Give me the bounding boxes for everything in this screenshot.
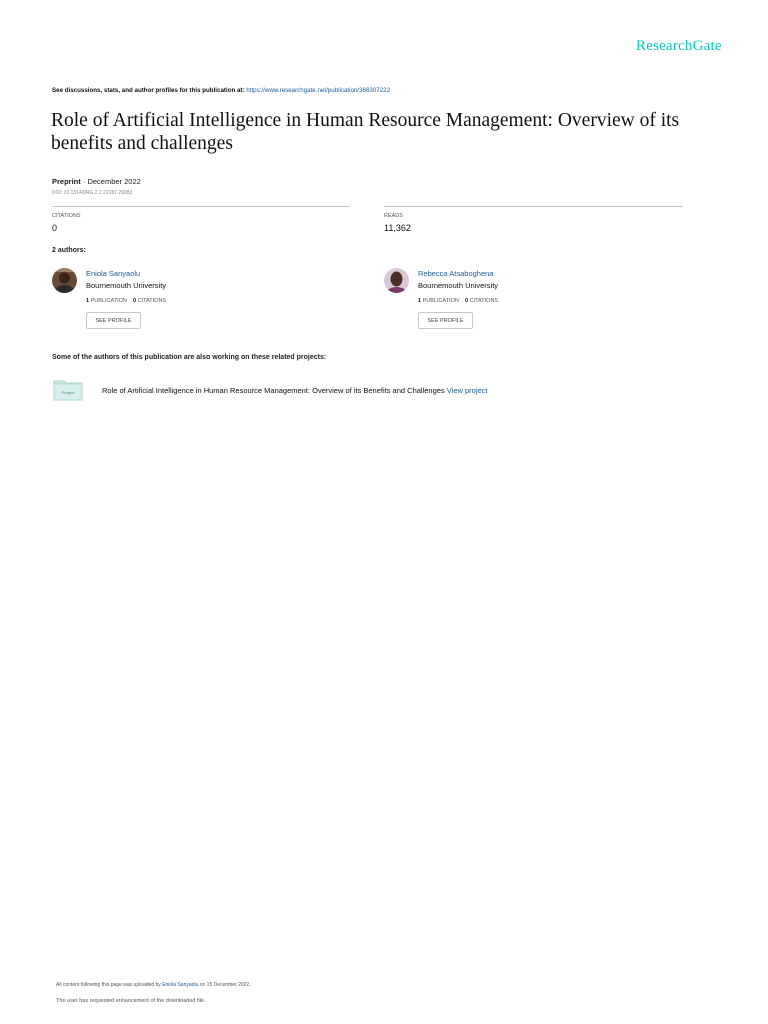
author-institution: Bournemouth University bbox=[86, 281, 167, 290]
citations-value: 0 bbox=[52, 223, 58, 233]
author-photo-icon bbox=[52, 268, 77, 293]
author-institution: Bournemouth University bbox=[418, 281, 499, 290]
researchgate-logo[interactable]: ResearchGate bbox=[636, 38, 722, 54]
discussion-notice bbox=[52, 87, 390, 94]
see-profile-button[interactable]: SEE PROFILE bbox=[418, 312, 473, 329]
enhancement-note: The user has requested enhancement of the downloaded file. bbox=[56, 998, 206, 1004]
author-photo-icon bbox=[384, 268, 409, 293]
related-project-item bbox=[102, 386, 488, 395]
author-citations-count: 0 bbox=[132, 298, 137, 304]
author-citations-label: CITATIONS bbox=[137, 298, 167, 304]
citations-label: CITATIONS bbox=[52, 213, 81, 219]
author-name-link[interactable]: Eniola Sanyaolu bbox=[86, 269, 141, 278]
publication-title: Role of Artificial Intelligence in Human Resource Management: Overview of its benefits and challenges bbox=[51, 110, 680, 154]
upload-notice bbox=[56, 982, 251, 988]
upload-notice-suffix: on 15 December 2022. bbox=[199, 982, 251, 988]
author-stats bbox=[86, 298, 166, 304]
author-citations-count: 0 bbox=[464, 298, 469, 304]
author-publications-label: PUBLICATION bbox=[422, 298, 459, 304]
author-publications-label: PUBLICATION bbox=[90, 298, 127, 304]
author-avatar[interactable] bbox=[384, 268, 409, 293]
publication-url-link[interactable]: https://www.researchgate.net/publication/366307222 bbox=[246, 87, 391, 94]
citations-divider bbox=[52, 206, 350, 207]
publication-type-label: Preprint bbox=[52, 177, 81, 186]
related-projects-label: Some of the authors of this publication are also working on these related projects: bbox=[52, 354, 327, 361]
project-icon-label: Project bbox=[61, 390, 75, 395]
author-publications-count: 1 bbox=[86, 298, 90, 304]
author-avatar[interactable] bbox=[52, 268, 77, 293]
see-profile-button[interactable]: SEE PROFILE bbox=[86, 312, 141, 329]
author-name-link[interactable]: Rebecca Atsaboghena bbox=[418, 269, 494, 278]
uploader-link[interactable]: Eniola Sanyaolu bbox=[162, 982, 199, 988]
view-project-link[interactable]: View project bbox=[446, 386, 488, 395]
author-stats bbox=[418, 298, 498, 304]
reads-label: READS bbox=[384, 213, 403, 219]
reads-value: 11,362 bbox=[384, 223, 411, 233]
discussion-notice-text: See discussions, stats, and author profiles for this publication at: bbox=[52, 87, 245, 94]
related-project-title: Role of Artificial Intelligence in Human Resource Management: Overview of its Benefits and Challenges bbox=[102, 386, 445, 395]
author-publications-count: 1 bbox=[418, 298, 422, 304]
author-citations-label: CITATIONS bbox=[469, 298, 499, 304]
publication-date: · December 2022 bbox=[82, 177, 141, 186]
project-folder-icon[interactable] bbox=[53, 380, 83, 401]
reads-divider bbox=[384, 206, 683, 207]
upload-notice-prefix: All content following this page was uploaded by bbox=[56, 982, 161, 988]
publication-type bbox=[52, 177, 141, 186]
authors-label: 2 authors: bbox=[52, 247, 86, 254]
publication-doi: DOI: 10.13140/RG.2.2.22287.29283 bbox=[52, 190, 133, 196]
